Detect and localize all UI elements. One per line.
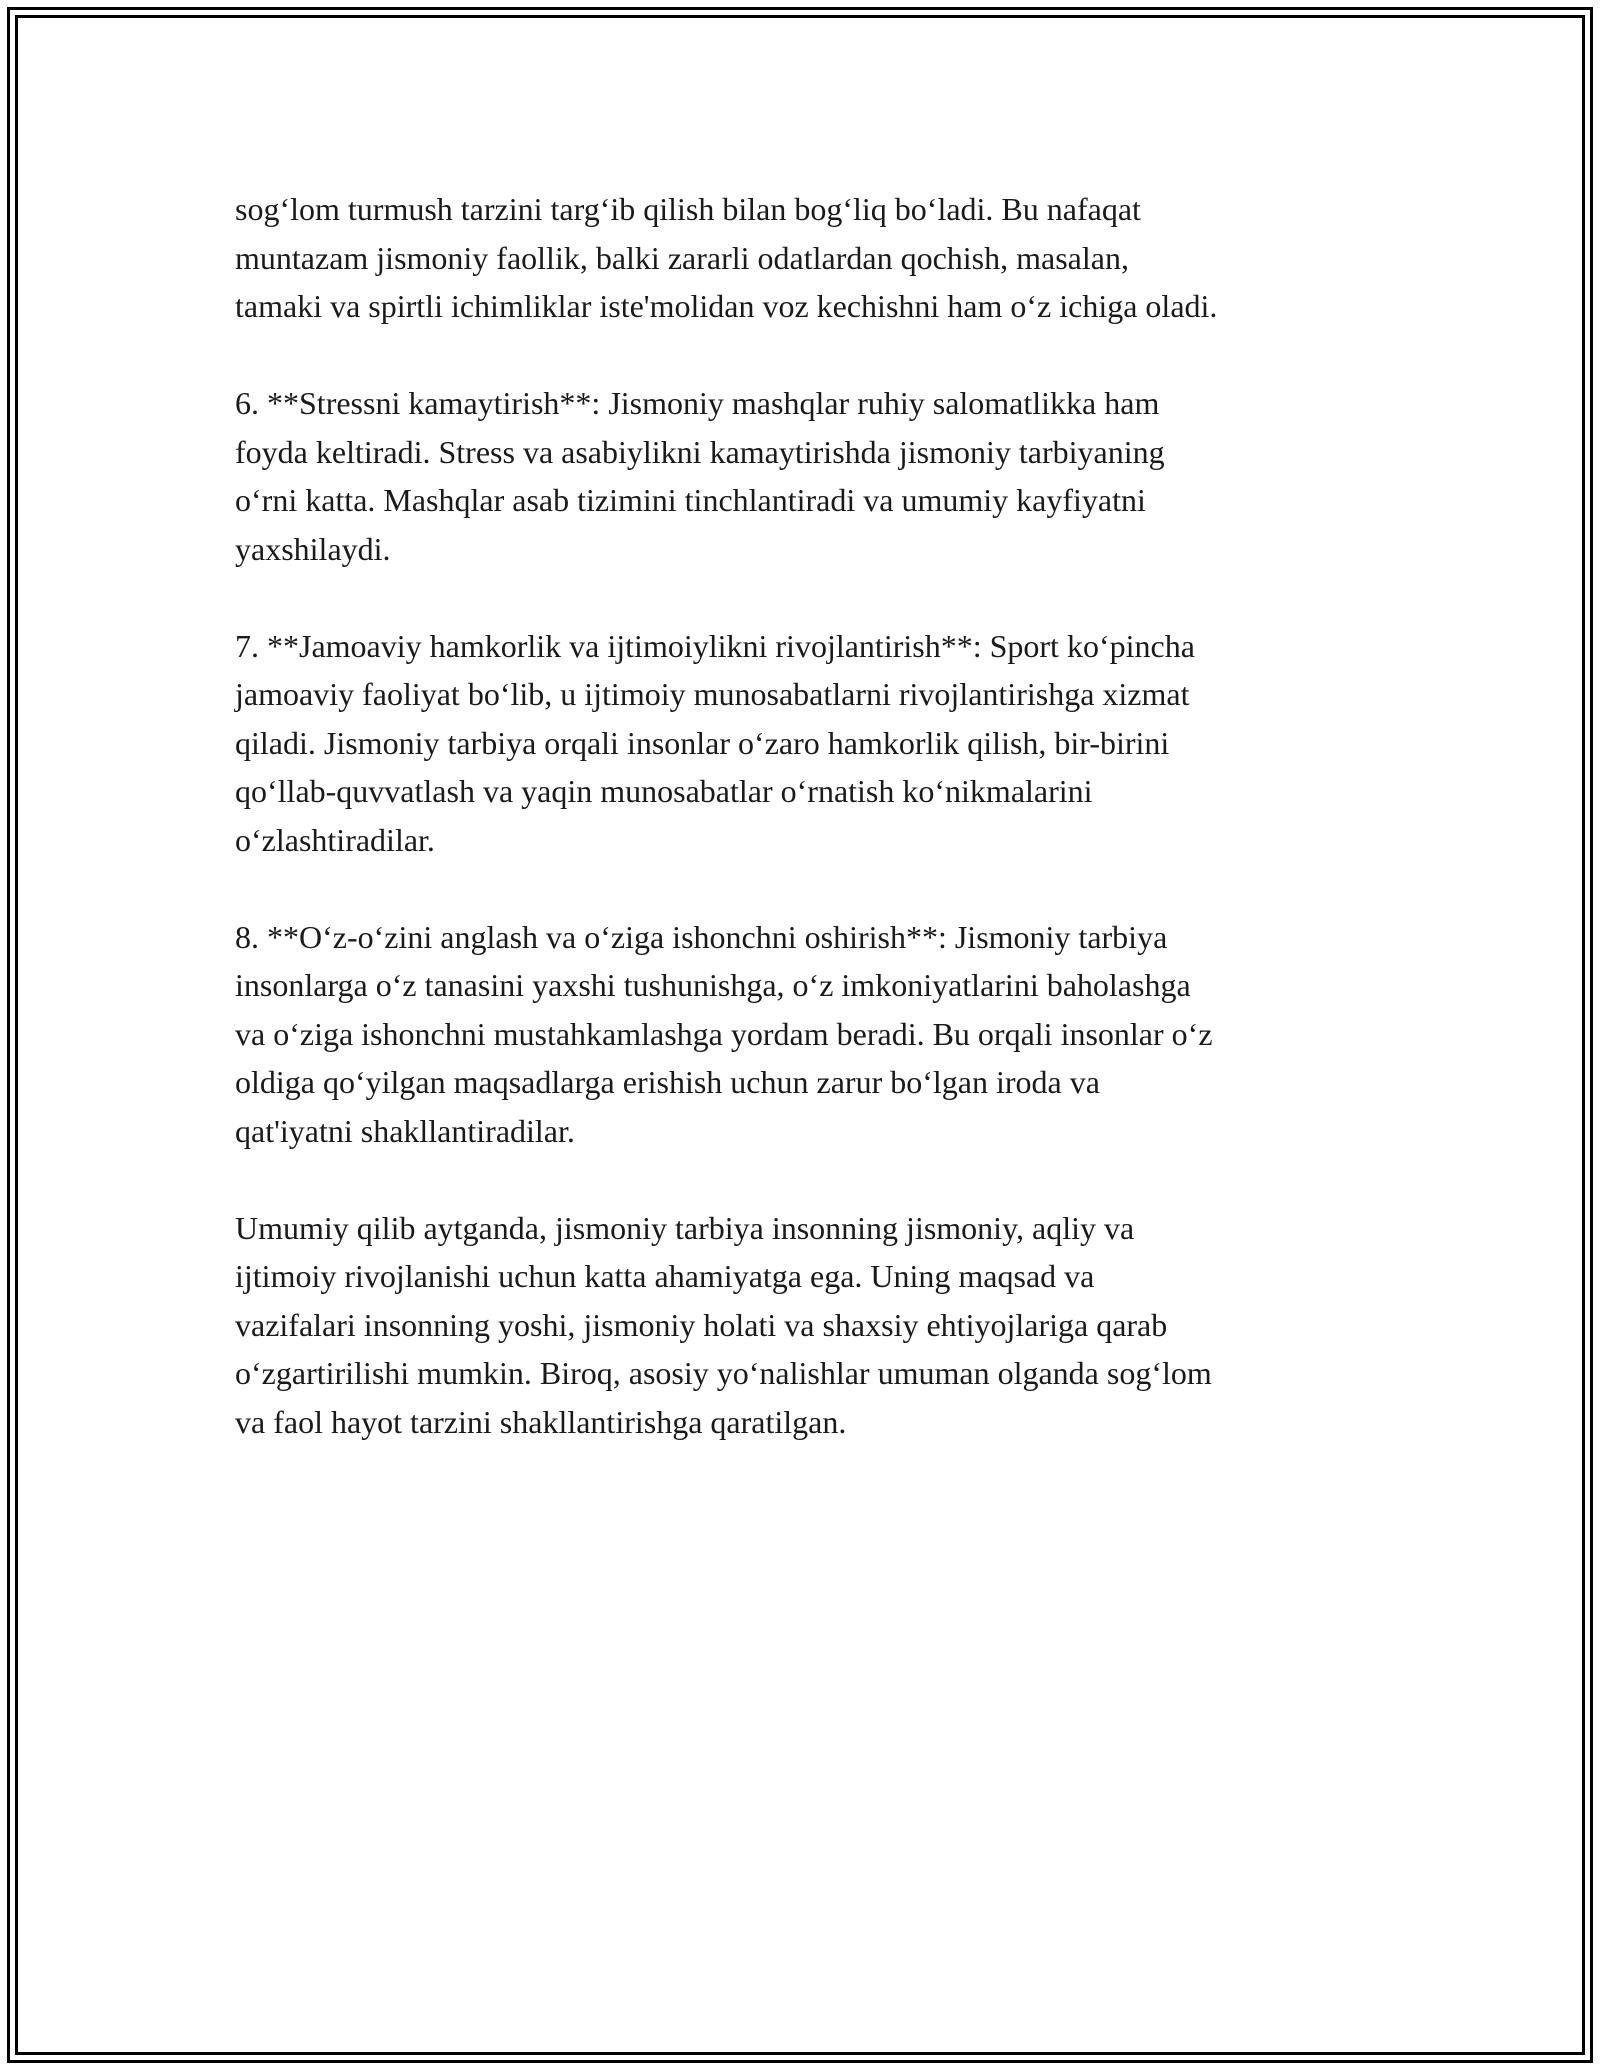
- text-line: qat'iyatni shakllantiradilar.: [235, 1112, 575, 1149]
- text-line: vazifalari insonning yoshi, jismoniy holati va shaxsiy ehtiyojlariga qarab: [235, 1306, 1168, 1343]
- paragraph-intro: [235, 185, 1395, 331]
- text-line: insonlarga o‘z tanasini yaxshi tushunishga, o‘z imkoniyatlarini baholashga: [235, 967, 1191, 1003]
- text-line: yaxshilaydi.: [235, 530, 391, 567]
- text-line: va o‘ziga ishonchni mustahkamlashga yordam beradi. Bu orqali insonlar o‘z: [235, 1015, 1213, 1052]
- document-body: [235, 185, 1395, 1446]
- paragraph-item-8: [235, 913, 1395, 1156]
- paragraph-item-6: [235, 379, 1395, 573]
- text-line: Umumiy qilib aytganda, jismoniy tarbiya insonning jismoniy, aqliy va: [235, 1209, 1135, 1246]
- paragraph-item-7: [235, 622, 1395, 865]
- text-line: sog‘lom turmush tarzini targ‘ib qilish bilan bog‘liq bo‘ladi. Bu nafaqat: [235, 191, 1141, 227]
- text-line: jamoaviy faoliyat bo‘lib, u ijtimoiy munosabatlarni rivojlantirishga xizmat: [235, 676, 1190, 712]
- text-line: qo‘llab-quvvatlash va yaqin munosabatlar o‘rnatish ko‘nikmalarini: [235, 773, 1093, 809]
- text-line: 8. **O‘z-o‘zini anglash va o‘ziga ishonchni oshirish**: Jismoniy tarbiya: [235, 918, 1168, 955]
- text-line: ijtimoiy rivojlanishi uchun katta ahamiyatga ega. Uning maqsad va: [235, 1258, 1095, 1294]
- text-line: foyda keltiradi. Stress va asabiylikni kamaytirishda jismoniy tarbiyaning: [235, 433, 1165, 470]
- text-line: tamaki va spirtli ichimliklar iste'molidan voz kechishni ham o‘z ichiga oladi.: [235, 288, 1218, 324]
- paragraph-conclusion: [235, 1204, 1395, 1447]
- text-line: o‘zlashtiradilar.: [235, 821, 435, 858]
- text-line: 7. **Jamoaviy hamkorlik va ijtimoiylikni rivojlantirish**: Sport ko‘pincha: [235, 627, 1195, 664]
- text-line: muntazam jismoniy faollik, balki zararli odatlardan qochish, masalan,: [235, 239, 1129, 276]
- text-line: o‘rni katta. Mashqlar asab tizimini tinchlantiradi va umumiy kayfiyatni: [235, 482, 1146, 518]
- text-line: oldiga qo‘yilgan maqsadlarga erishish uchun zarur bo‘lgan iroda va: [235, 1064, 1100, 1100]
- text-line: o‘zgartirilishi mumkin. Biroq, asosiy yo‘nalishlar umuman olganda sog‘lom: [235, 1355, 1212, 1391]
- text-line: qiladi. Jismoniy tarbiya orqali insonlar o‘zaro hamkorlik qilish, bir-birini: [235, 724, 1170, 761]
- text-line: va faol hayot tarzini shakllantirishga qaratilgan.: [235, 1403, 847, 1440]
- text-line: 6. **Stressni kamaytirish**: Jismoniy mashqlar ruhiy salomatlikka ham: [235, 385, 1160, 421]
